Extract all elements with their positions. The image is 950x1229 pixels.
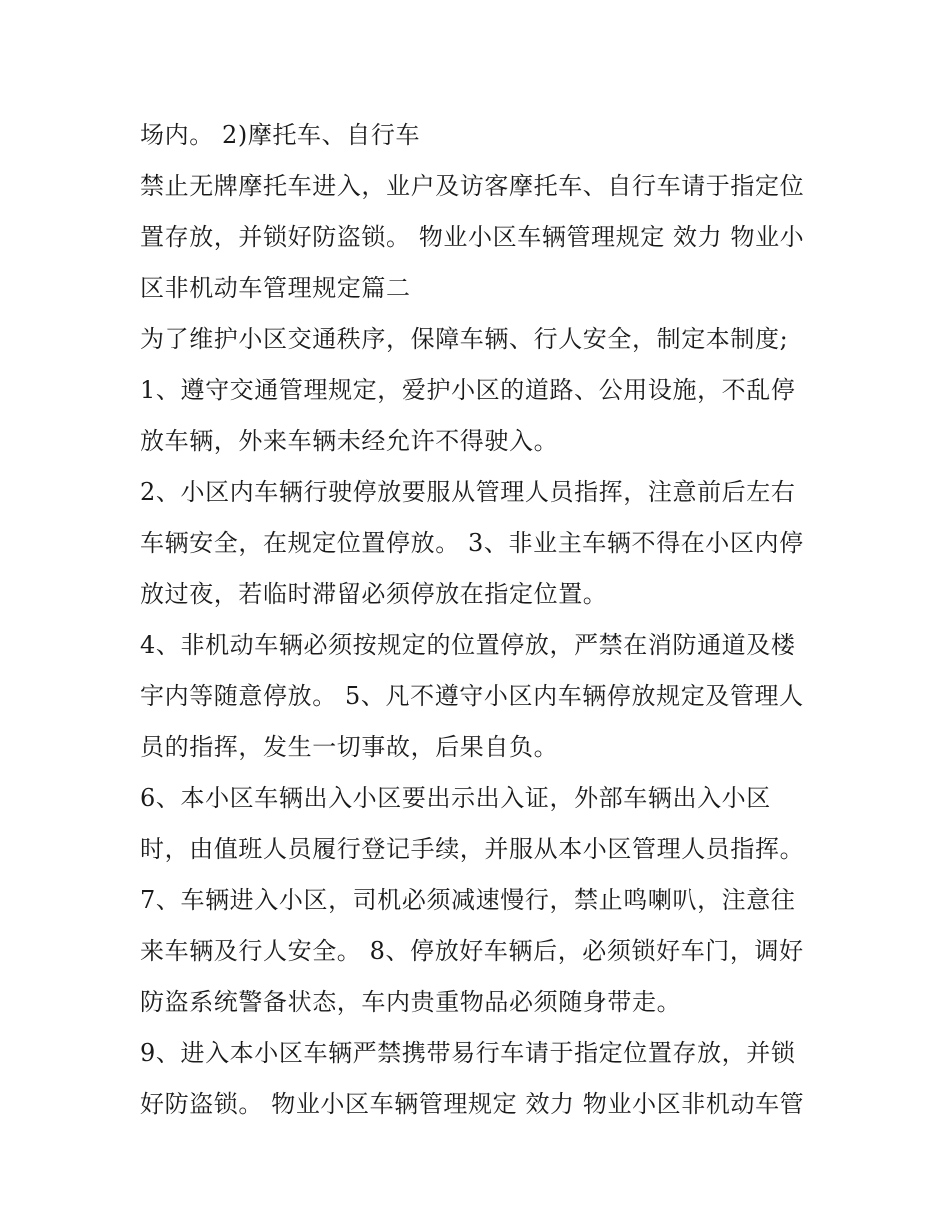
text-line: 放过夜，若临时滞留必须停放在指定位置。 <box>140 580 608 608</box>
body-text <box>140 110 820 1130</box>
text-line: 区非机动车管理规定篇二 <box>140 274 411 302</box>
text-line: 员的指挥，发生一切事故，后果自负。 <box>140 733 559 761</box>
text-line: 放车辆，外来车辆未经允许不得驶入。 <box>140 427 559 455</box>
text-line: 禁止无牌摩托车进入，业户及访客摩托车、自行车请于指定位 <box>140 172 805 200</box>
text-line: 来车辆及行人安全。 8、停放好车辆后，必须锁好车门，调好 <box>140 937 804 965</box>
text-line: 车辆安全，在规定位置停放。 3、非业主车辆不得在小区内停 <box>140 529 804 557</box>
text-line: 9、进入本小区车辆严禁携带易行车请于指定位置存放，并锁 <box>140 1039 796 1067</box>
text-line: 场内。 2)摩托车、自行车 <box>140 121 421 149</box>
text-line: 1、遵守交通管理规定，爱护小区的道路、公用设施，不乱停 <box>140 376 796 404</box>
text-line: 置存放，并锁好防盗锁。 物业小区车辆管理规定 效力 物业小 <box>140 223 805 251</box>
text-line: 防盗系统警备状态，车内贵重物品必须随身带走。 <box>140 988 682 1016</box>
text-line: 时，由值班人员履行登记手续，并服从本小区管理人员指挥。 <box>140 835 805 863</box>
text-line: 宇内等随意停放。 5、凡不遵守小区内车辆停放规定及管理人 <box>140 682 804 710</box>
text-line: 2、小区内车辆行驶停放要服从管理人员指挥，注意前后左右 <box>140 478 796 506</box>
text-line: 4、非机动车辆必须按规定的位置停放，严禁在消防通道及楼 <box>140 631 796 659</box>
text-line: 好防盗锁。 物业小区车辆管理规定 效力 物业小区非机动车管 <box>140 1090 805 1118</box>
text-line: 7、车辆进入小区，司机必须减速慢行，禁止鸣喇叭，注意往 <box>140 886 796 914</box>
text-line: 6、本小区车辆出入小区要出示出入证，外部车辆出入小区 <box>140 784 771 812</box>
text-line: 为了维护小区交通秩序，保障车辆、行人安全，制定本制度; <box>140 325 789 353</box>
